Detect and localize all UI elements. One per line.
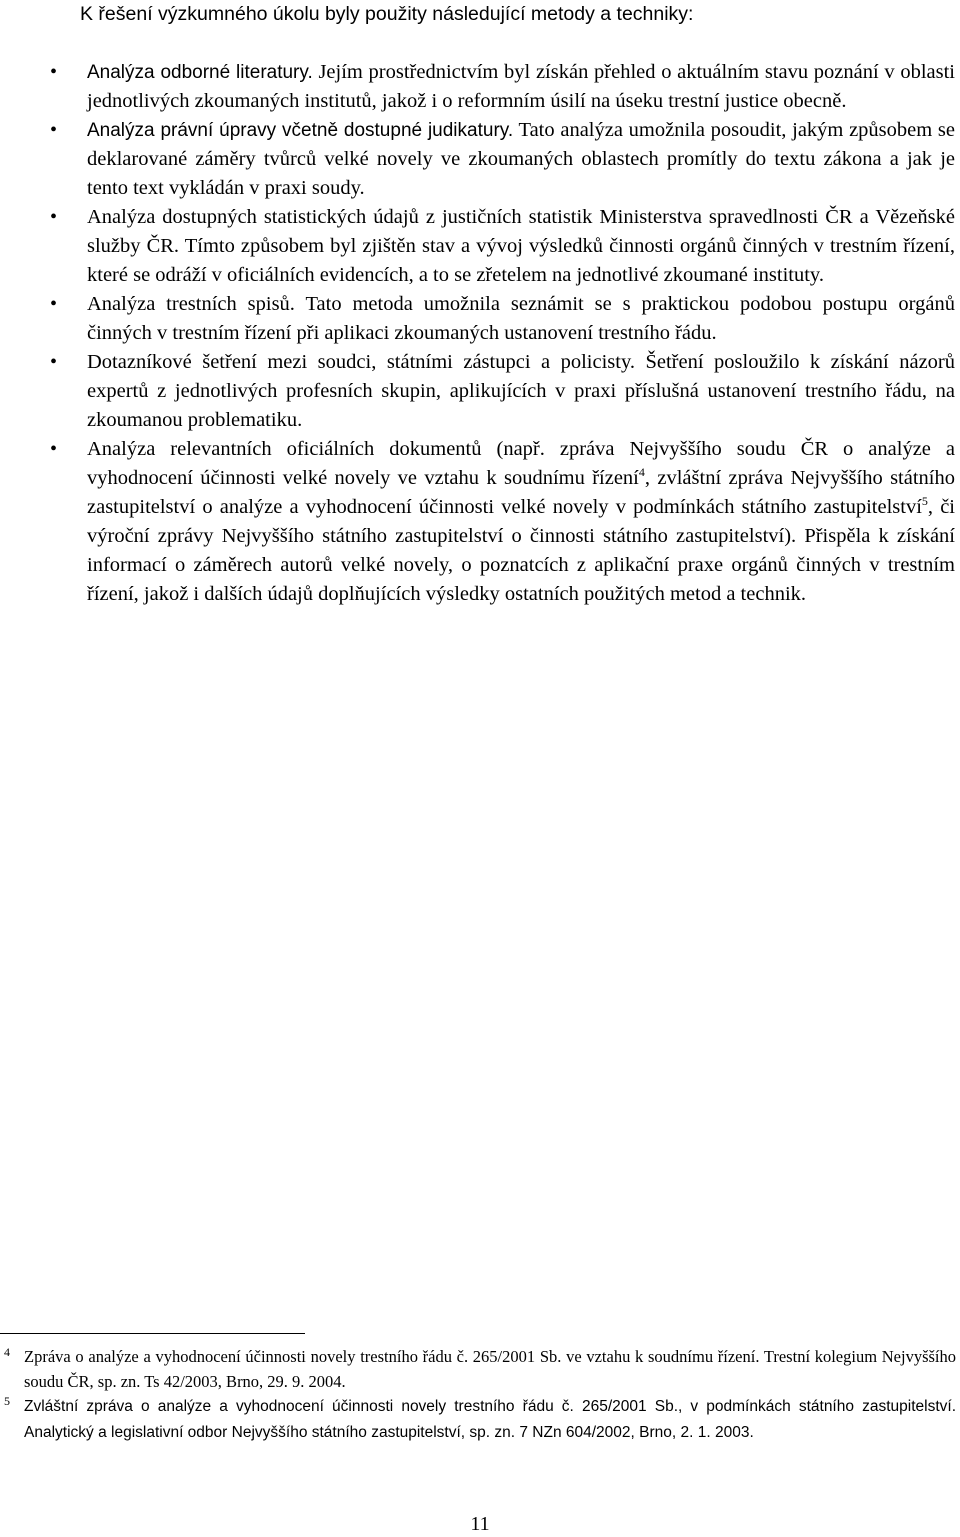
bullet-icon: • [50, 351, 58, 373]
method-body: Tato metoda umožnila seznámit se s praktickou podobou postupu orgánů činných v trestním řízení při aplikaci zkoumaných ustanovení trestního řádu. [87, 293, 955, 344]
method-body: Jejím prostřednictvím byl získán přehled o aktuálním stavu poznání v oblasti jednotlivých zkoumaných institutů, jakož i o reformním úsilí na úseku trestní justice obecně. [87, 61, 955, 112]
footnote-text: Zpráva o analýze a vyhodnocení účinnosti novely trestního řádu č. 265/2001 Sb. ve vztahu k soudnímu řízení. Trestní kolegium Nejvyššího soudu ČR, sp. zn. Ts 42/2003, Brno, 29. 9. 2004. [24, 1347, 956, 1391]
bullet-icon: • [50, 119, 58, 141]
bullet-icon: • [50, 438, 58, 460]
footnote-text: Zvláštní zpráva o analýze a vyhodnocení účinnosti novely trestního řádu č. 265/2001 Sb., v podmínkách státního zastupitelství. [24, 1398, 956, 1415]
page-number: 11 [470, 1513, 490, 1535]
method-lead: Analýza odborné literatury. [87, 62, 313, 83]
footnote-4 [0, 1345, 960, 1394]
method-item-case-files [0, 290, 960, 348]
method-body: Tato analýza umožnila posoudit, jakým způsobem se deklarované záměry tvůrců velké novely ve zkoumaných oblastech promítly do textu zákona a jak je tento text vykládán v praxi soudy. [87, 119, 955, 199]
method-item-official-documents [0, 435, 960, 609]
method-lead: Dotazníkové šetření mezi soudci, státními zástupci a policisty. [87, 351, 635, 373]
method-item-statistics [0, 203, 960, 290]
bullet-icon: • [50, 61, 58, 83]
footnote-ref[interactable]: 4 [638, 465, 645, 480]
footnote-number: 4 [4, 1345, 10, 1359]
footnote-ref[interactable]: 5 [921, 494, 928, 509]
method-body: (např. zpráva Nejvyššího soudu ČR o analýze a vyhodnocení účinnosti velké novely ve vztahu k soudnímu řízení [87, 438, 955, 489]
footnotes [0, 1345, 960, 1445]
footnote-number: 5 [4, 1394, 10, 1408]
intro-paragraph: K řešení výzkumného úkolu byly použity následující metody a techniky: [80, 3, 694, 25]
method-lead: Analýza dostupných statistických údajů z justičních statistik Ministerstva spravedlnosti ČR a Vězeňské služby ČR. [87, 206, 955, 257]
method-body: Šetření posloužilo k získání názorů expertů z jednotlivých profesních skupin, aplikujících v praxi příslušná ustanovení trestního řádu, na zkoumanou problematiku. [87, 351, 955, 431]
footnote-text: Analytický a legislativní odbor Nejvyššího státního zastupitelství, sp. zn. 7 NZn 604/2002, Brno, 2. 1. 2003. [24, 1423, 754, 1441]
footnote-separator [0, 1333, 305, 1334]
method-item-questionnaire [0, 348, 960, 435]
bullet-icon: • [50, 206, 58, 228]
method-body: Tímto způsobem byl zjištěn stav a vývoj výsledků činnosti orgánů činných v trestním řízení, které se odráží v oficiálních evidencích, a to se zřetelem na jednotlivé zkoumané instituty. [87, 235, 955, 286]
footnote-5 [0, 1394, 960, 1445]
method-lead: Analýza trestních spisů. [87, 293, 295, 315]
method-lead: Analýza relevantních oficiálních dokumentů [87, 438, 482, 460]
method-lead: Analýza právní úpravy včetně dostupné judikatury. [87, 120, 514, 141]
bullet-icon: • [50, 293, 58, 315]
methods-list [0, 58, 960, 609]
method-body: , či výroční zprávy Nejvyššího státního zastupitelství o činnosti státního zastupitelství). Přispěla k získání informací o záměrech autorů velké novely, o poznatcích z aplikační praxe orgánů činných v trestním řízení, jakož i dalších údajů doplňujících výsledky ostatních použitých metod a technik. [87, 496, 955, 605]
method-item-literature [0, 58, 960, 116]
method-item-legal-analysis [0, 116, 960, 203]
method-body: , zvláštní zpráva Nejvyššího státního zastupitelství o analýze a vyhodnocení účinnosti velké novely v podmínkách státního zastupitelství [87, 467, 955, 518]
